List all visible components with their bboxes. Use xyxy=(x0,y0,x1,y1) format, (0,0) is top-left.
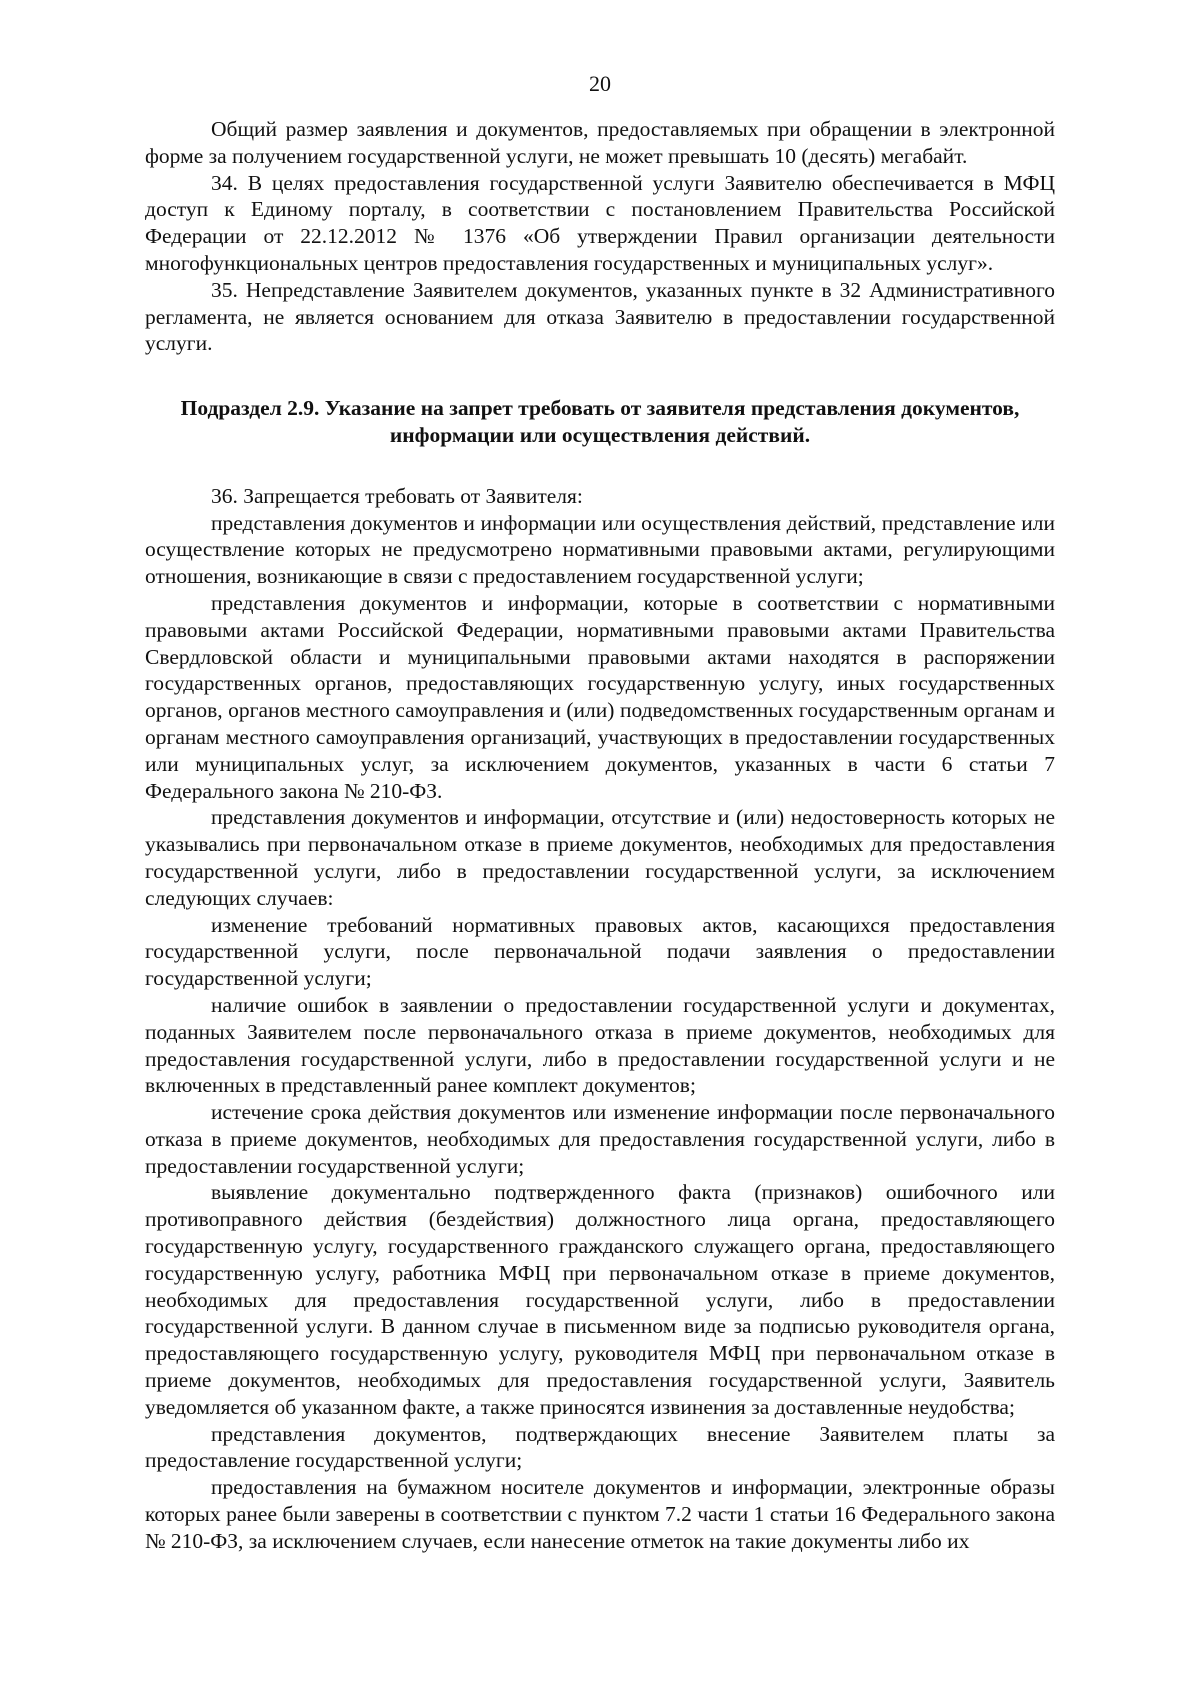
list-item: выявление документально подтвержденного факта (признаков) ошибочного или противоправного действия (бездействия) должностного лица органа, предоставляющего государственную услугу, государственного гражданского служащего органа, предоставляющего государственную услугу, работника МФЦ при первоначальном отказе в приеме документов, необходимых для предоставления государственной услуги, либо в предоставлении государственной услуги. В данном случае в письменном виде за подписью руководителя органа, предоставляющего государственную услугу, руководителя МФЦ при первоначальном отказе в приеме документов, необходимых для предоставления государственной услуги, Заявитель уведомляется об указанном факте, а также приносятся извинения за доставленные неудобства; xyxy=(145,1180,1055,1419)
page-number: 20 xyxy=(589,71,611,96)
list-item: представления документов и информации или осуществления действий, представление или осуществление которых не предусмотрено нормативными правовыми актами, регулирующими отношения, возникающие в связи с предоставлением государственной услуги; xyxy=(145,510,1055,589)
list-item: изменение требований нормативных правовых актов, касающихся предоставления государственной услуги, после первоначальной подачи заявления о предоставлении государственной услуги; xyxy=(145,912,1055,991)
list-item: представления документов и информации, которые в соответствии с нормативными правовыми актами Российской Федерации, нормативными правовыми актами Правительства Свердловской области и муниципальными правовыми актами находятся в распоряжении государственных органов, предоставляющих государственную услугу, иных государственных органов, органов местного самоуправления и (или) подведомственных государственным органам и органам местного самоуправления организаций, участвующих в предоставлении государственных или муниципальных услуг, за исключением документов, указанных в части 6 статьи 7 Федерального закона № 210-ФЗ. xyxy=(145,590,1055,803)
section-heading xyxy=(145,395,1055,449)
paragraph-36: 36. Запрещается требовать от Заявителя: xyxy=(211,483,583,508)
section-heading-line-1: Подраздел 2.9. Указание на запрет требовать от заявителя представления документов, xyxy=(180,396,1020,421)
list-item: представления документов и информации, отсутствие и (или) недостоверность которых не указывались при первоначальном отказе в приеме документов, необходимых для предоставления государственной услуги, либо в предоставлении государственной услуги, за исключением следующих случаев: xyxy=(145,805,1055,910)
paragraph-file-size: Общий размер заявления и документов, предоставляемых при обращении в электронной форме за получением государственной услуги, не может превышать 10 (десять) мегабайт. xyxy=(145,117,1055,168)
list-item: истечение срока действия документов или изменение информации после первоначального отказа в приеме документов, необходимых для предоставления государственной услуги, либо в предоставлении государственной услуги; xyxy=(145,1100,1055,1178)
list-item: предоставления на бумажном носителе документов и информации, электронные образы которых ранее были заверены в соответствии с пунктом 7.2 части 1 статьи 16 Федерального закона № 210-ФЗ, за исключением случаев, если нанесение отметок на такие документы либо их xyxy=(145,1475,1055,1553)
section-heading-line-2: информации или осуществления действий. xyxy=(389,422,811,447)
list-item: наличие ошибок в заявлении о предоставлении государственной услуги и документах, поданных Заявителем после первоначального отказа в приеме документов, необходимых для предоставления государственной услуги, либо в предоставлении государственной услуги и не включенных в представленный ранее комплект документов; xyxy=(145,992,1055,1098)
list-item: представления документов, подтверждающих внесение Заявителем платы за предоставление государственной услуги; xyxy=(145,1421,1055,1473)
paragraph-34: 34. В целях предоставления государственной услуги Заявителю обеспечивается в МФЦ доступ к Единому порталу, в соответствии с постановлением Правительства Российской Федерации от 22.12.2012 № 1376 «Об утверждении Правил организации деятельности многофункциональных центров предоставления государственных и муниципальных услуг». xyxy=(145,170,1055,275)
paragraph-35: 35. Непредставление Заявителем документов, указанных пункте в 32 Административного регламента, не является основанием для отказа Заявителю в предоставлении государственной услуги. xyxy=(145,277,1055,356)
document-body xyxy=(145,116,1055,1555)
